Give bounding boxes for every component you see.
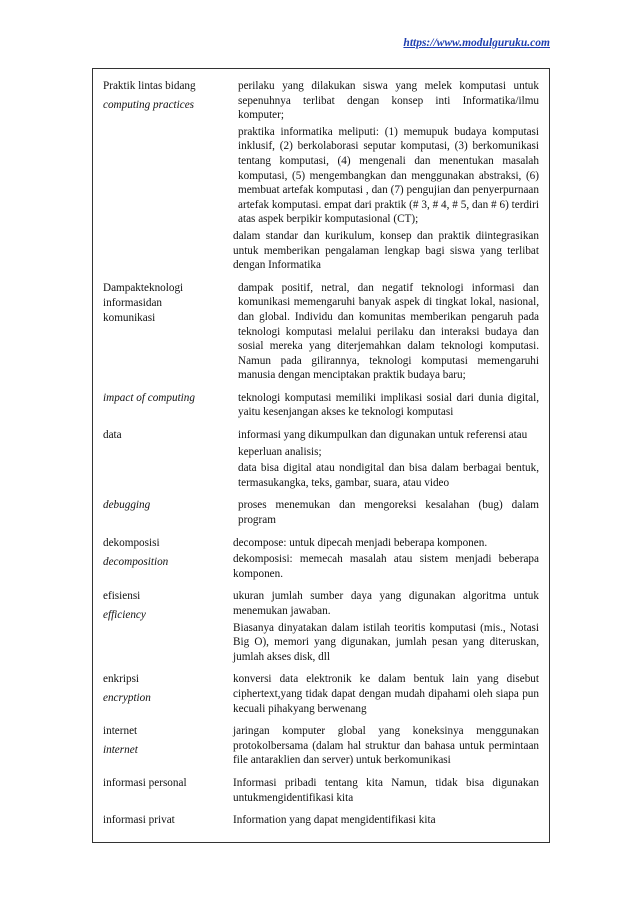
site-url-link[interactable]: https://www.modulguruku.com [403, 37, 550, 49]
glossary-definitions [233, 724, 539, 770]
definition-text: proses menemukan dan mengoreksi kesalahan (bug) dalam program [238, 499, 539, 527]
glossary-term [103, 776, 233, 807]
term-label: internet [103, 725, 138, 738]
glossary-term [103, 498, 233, 529]
term-english: encryption [103, 692, 151, 705]
term-label: Dampakteknologi informasidan komunikasi [103, 281, 184, 324]
glossary-row [103, 391, 539, 422]
definition-text: keperluan analisis; [238, 445, 322, 458]
glossary-row [103, 776, 539, 807]
term-label: enkripsi [103, 673, 140, 686]
glossary-term [103, 813, 233, 830]
glossary-definitions [233, 536, 539, 584]
glossary-row [103, 672, 539, 718]
glossary-definitions [233, 391, 539, 422]
glossary-row [103, 498, 539, 529]
definition-text: Information yang dapat mengidentifikasi kita [233, 814, 436, 827]
definition-text: jaringan komputer global yang koneksinya menggunakan protokolbersama (dalam hal struktur dan bahasa untuk permintaan file antaraklien dan server) untuk berkomunikasi [233, 725, 539, 767]
glossary-row [103, 589, 539, 666]
term-label: Praktik lintas bidang [103, 80, 196, 92]
definition-text: perilaku yang dilakukan siswa yang melek komputasi untuk sepenuhnya terlibat dengan konsep inti Informatika/ilmu komputer; [238, 80, 539, 122]
glossary-definitions [233, 79, 539, 275]
definition-text: ukuran jumlah sumber daya yang digunakan algoritma untuk menemukan jawaban. [233, 590, 539, 617]
glossary-definitions [233, 428, 539, 492]
glossary-term [103, 589, 233, 666]
definition-text: konversi data elektronik ke dalam bentuk lain yang disebut ciphertext,yang tidak dapat dengan mudah dipahami oleh siapa pun kecuali pihakyang berwenang [233, 673, 539, 715]
glossary-term [103, 536, 233, 584]
definition-text: dampak positif, netral, dan negatif teknologi informasi dan komunikasi memengaruhi banyak aspek di tingkat lokal, nasional, dan global. Individu dan komunitas memberikan pengaruh pada teknologi komputasi melalui perilaku dan interaksi budaya dan sosial mereka yang diterjemahkan dalam teknologi komputasi. Namun pada gilirannya, teknologi komputasi memengaruhi manusia dengan menciptakan praktik budaya baru; [238, 281, 539, 382]
definition-text: dekomposisi: memecah masalah atau sistem menjadi beberapa komponen. [233, 553, 539, 580]
glossary-row [103, 813, 539, 830]
term-label: efisiensi [103, 590, 141, 603]
glossary-definitions [233, 589, 539, 666]
definition-text: informasi yang dikumpulkan dan digunakan untuk referensi atau [238, 429, 528, 442]
term-label: data [103, 429, 122, 442]
glossary-definitions [233, 498, 539, 529]
glossary-term [103, 428, 233, 492]
definition-text: Biasanya dinyatakan dalam istilah teoritis komputasi (mis., Notasi Big O), memori yang digunakan, jumlah pesan yang diteruskan, jumlah akses disk, dll [233, 621, 539, 663]
glossary-row [103, 724, 539, 770]
term-label: dekomposisi [103, 536, 160, 549]
term-label: informasi privat [103, 814, 175, 827]
glossary-row [103, 428, 539, 492]
term-english: internet [103, 744, 138, 757]
glossary-term [103, 391, 233, 422]
glossary-definitions [233, 776, 539, 807]
definition-text: Informasi pribadi tentang kita Namun, tidak bisa digunakan untukmengidentifikasi kita [233, 776, 539, 804]
glossary-definitions [233, 813, 539, 830]
glossary-term [103, 79, 233, 275]
term-label: informasi personal [103, 776, 187, 789]
definition-text: dalam standar dan kurikulum, konsep dan praktik diintegrasikan untuk memberikan pengalaman lengkap bagi siswa yang terlibat dengan Informatika [233, 229, 539, 272]
glossary-row [103, 79, 539, 275]
glossary-definitions [233, 281, 539, 385]
glossary-row [103, 536, 539, 584]
glossary-row [103, 281, 539, 385]
term-english: decomposition [103, 555, 169, 568]
glossary-term [103, 724, 233, 770]
glossary-table [92, 68, 550, 843]
term-english: efficiency [103, 609, 146, 622]
term-english: computing practices [103, 99, 195, 111]
definition-text: praktika informatika meliputi: (1) memupuk budaya komputasi inklusif, (2) berkolaborasi seputar komputasi, (3) berkomunikasi tentang komputasi, (4) mengenali dan menentukan masalah komputasi, (5) mengembangkan dan menggunakan abstraksi, (6) membuat artefak komputasi , dan (7) pengujian dan penyerpurnaan artefak komputasi. empat dari praktik (# 3, # 4, # 5, dan # 6) terdiri atas aspek berpikir komputasional (CT); [238, 125, 539, 226]
definition-text: decompose: untuk dipecah menjadi beberapa komponen. [233, 536, 488, 549]
glossary-definitions [233, 672, 539, 718]
glossary-term [103, 672, 233, 718]
definition-text: teknologi komputasi memiliki implikasi sosial dari dunia digital, yaitu kesenjangan akses ke teknologi komputasi [238, 391, 539, 419]
term-english: debugging [103, 499, 151, 512]
glossary-term [103, 281, 233, 385]
definition-text: data bisa digital atau nondigital dan bisa dalam berbagai bentuk, termasukangka, teks, gambar, suara, atau video [238, 462, 539, 489]
term-english: impact of computing [103, 391, 195, 404]
